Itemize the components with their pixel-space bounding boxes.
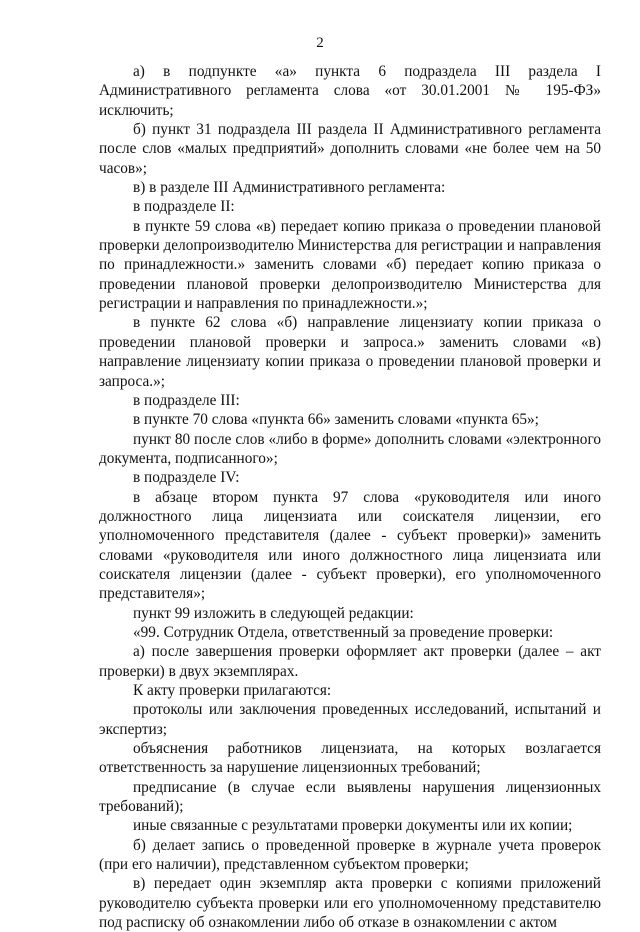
paragraph: а) в подпункте «а» пункта 6 подраздела III раздела I Административного регламента слова «от 30.01.2001 № 195-ФЗ» исключить; <box>99 63 601 119</box>
paragraph: в подразделе II: <box>133 198 235 216</box>
paragraph: в подразделе IV: <box>133 469 240 487</box>
paragraph: протоколы или заключения проведенных исследований, испытаний и экспертиз; <box>99 701 601 738</box>
paragraph: предписание (в случае если выявлены нарушения лицензионных требований); <box>99 778 601 816</box>
paragraph: а) после завершения проверки оформляет акт проверки (далее – акт проверки) в двух экземплярах. <box>99 643 601 680</box>
paragraph: б) делает запись о проведенной проверке в журнале учета проверок (при его наличии), представленном субъектом проверки; <box>99 836 601 874</box>
paragraph: «99. Сотрудник Отдела, ответственный за проведение проверки: <box>133 623 554 641</box>
paragraph: в пункте 62 слова «б) направление лицензиату копии приказа о проведении плановой проверки и запроса.» заменить словами «в) направление лицензиату копии приказа о проведении плановой проверки и запроса.»; <box>99 314 601 390</box>
paragraph: в абзаце втором пункта 97 слова «руководителя или иного должностного лица лицензиата или соискателя лицензии, его уполномоченного представителя (далее - субъект проверки)» заменить словами «руководителя или иного должностного лица лицензиата или соискателя лицензии (далее - субъект проверки), его уполномоченного представителя»; <box>99 488 601 603</box>
paragraph: в пункте 59 слова «в) передает копию приказа о проведении плановой проверки делопроизводителю Министерства для регистрации и направления по принадлежности.» заменить словами «б) передает копию приказа о проведении плановой проверки делопроизводителю Министерства для регистрации и направления по принадлежности.»; <box>99 217 601 313</box>
paragraph: б) пункт 31 подраздела III раздела II Административного регламента после слов «малых предприятий» дополнить словами «не более чем на 50 часов»; <box>99 121 601 177</box>
page-number: 2 <box>316 35 324 51</box>
paragraph: пункт 80 после слов «либо в форме» дополнить словами «электронного документа, подписанного»; <box>99 430 601 467</box>
paragraph: в) в разделе III Административного регламента: <box>133 179 446 197</box>
paragraph: пункт 99 изложить в следующей редакции: <box>133 604 414 622</box>
document-body <box>99 62 601 932</box>
paragraph: в пункте 70 слова «пункта 66» заменить словами «пункта 65»; <box>133 411 539 429</box>
paragraph: иные связанные с результатами проверки документы или их копии; <box>133 817 573 835</box>
paragraph: К акту проверки прилагаются: <box>133 682 332 699</box>
paragraph: объяснения работников лицензиата, на которых возлагается ответственность за нарушение лицензионных требований; <box>99 740 601 777</box>
paragraph: в) передает один экземпляр акта проверки с копиями приложений руководителю субъекта проверки или его уполномоченному представителю под расписку об ознакомлении либо об отказе в ознакомлении с актом <box>99 875 601 932</box>
paragraph: в подразделе III: <box>133 391 240 409</box>
